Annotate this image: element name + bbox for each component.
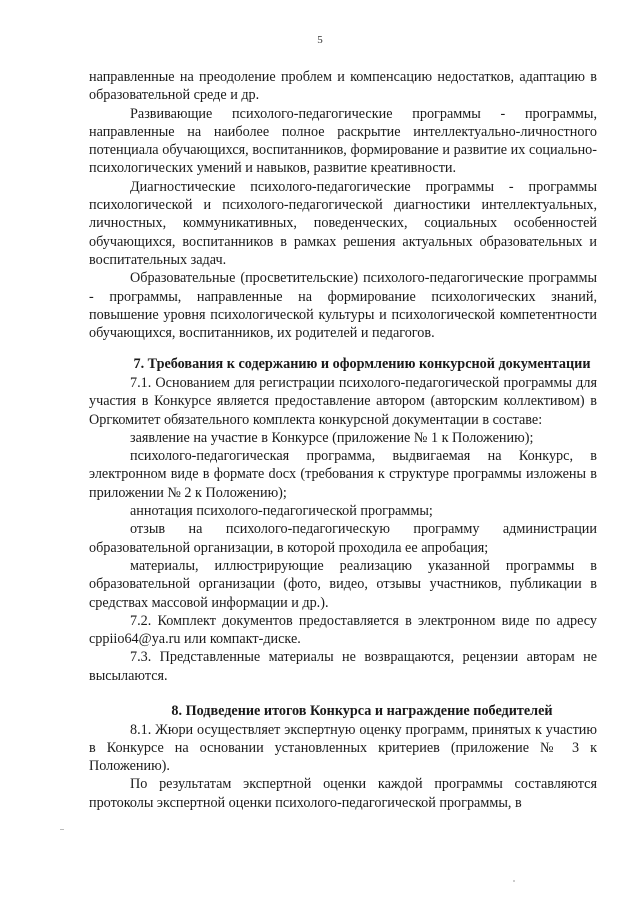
list-item-materials: материалы, иллюстрирующие реализацию указанной программы в образовательной организации (фото, видео, отзывы участников, публикации в средствах массовой информации и др.). [89,557,597,611]
section-7-heading: 7. Требования к содержанию и оформлению конкурсной документации [133,356,591,373]
scan-dot [513,880,515,882]
page-number: 5 [317,34,323,46]
paragraph-7-1: 7.1. Основанием для регистрации психолого-педагогической программы для участия в Конкурсе является предоставление автором (авторским коллективом) в Оргкомитет обязательного комплекта конкурсной документации в составе: [89,374,597,428]
paragraph-diagnostic-programs: Диагностические психолого-педагогические программы - программы психологической и психолого-педагогической диагностики интеллектуальных, личностных, коммуникативных, поведенческих, социальных особенностей обучающихся, воспитанников в рамках решения актуальных образовательных и воспитательных задач. [89,178,597,268]
paragraph-developing-programs: Развивающие психолого-педагогические программы - программы, направленные на наиболее полное раскрытие интеллектуально-личностного потенциала обучающихся, воспитанников, формирование и развитие их социально-психологических умений и навыков, развитие креативности. [89,105,597,177]
paragraph-8-results: По результатам экспертной оценки каждой программы составляются протоколы экспертной оценки психолого-педагогической программы, в [89,776,597,811]
list-item-annotation: аннотация психолого-педагогической программы; [130,503,433,520]
paragraph-educational-programs: Образовательные (просветительские) психолого-педагогические программы - программы, направленные на формирование психологических знаний, повышение уровня психологической культуры и психологической компетентности обучающихся, воспитанников, их родителей и педагогов. [89,270,597,342]
page-content [89,68,597,812]
list-item-review: отзыв на психолого-педагогическую программу администрации образовательной организации, в которой проходила ее апробация; [89,521,597,556]
list-item-program: психолого-педагогическая программа, выдвигаемая на Конкурс, в электронном виде в формате docx (требования к структуре программы изложены в приложении № 2 к Положению); [89,448,597,501]
scan-mark [60,829,64,830]
list-item-application: заявление на участие в Конкурсе (приложение № 1 к Положению); [130,429,534,446]
paragraph-7-3: 7.3. Представленные материалы не возвращаются, рецензии авторам не высылаются. [89,649,597,684]
paragraph-8-1: 8.1. Жюри осуществляет экспертную оценку программ, принятых к участию в Конкурсе на основании установленных критериев (приложение № 3 к Положению). [89,721,597,775]
section-8-heading: 8. Подведение итогов Конкурса и награждение победителей [171,703,553,719]
paragraph-7-2: 7.2. Комплект документов предоставляется в электронном виде по адресу cppiio64@ya.ru или компакт-диске. [89,612,597,648]
paragraph-intro-continuation: направленные на преодоление проблем и компенсацию недостатков, адаптацию в образовательной среде и др. [89,69,597,104]
